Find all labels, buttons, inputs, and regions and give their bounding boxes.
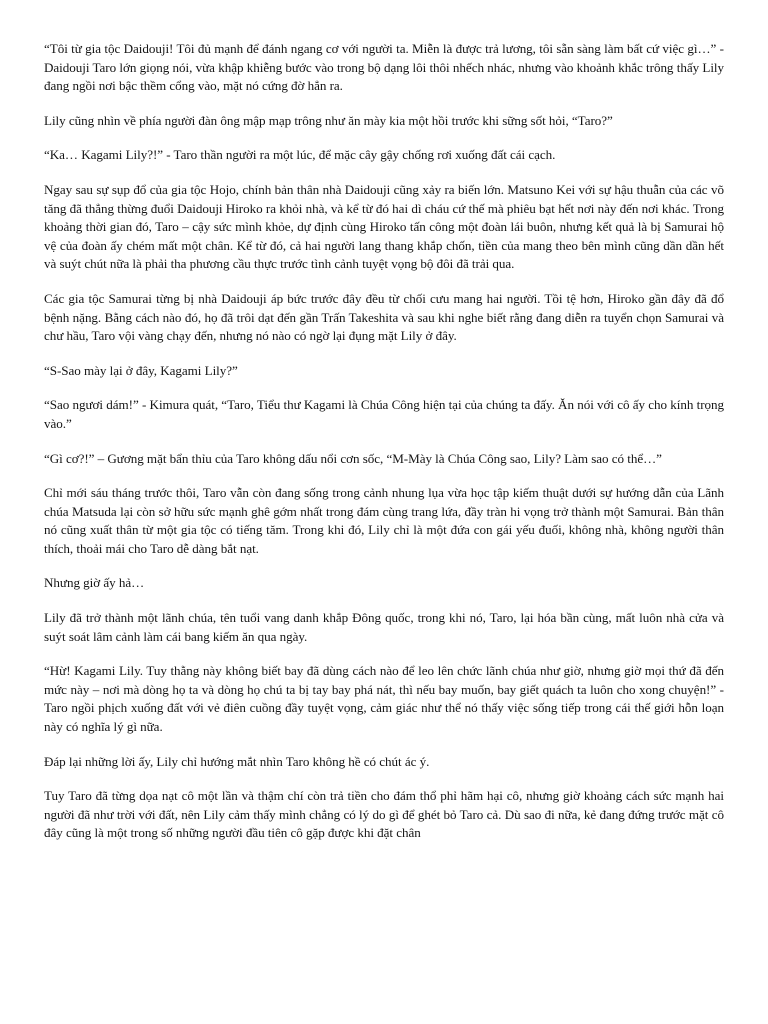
paragraph: Ngay sau sự sụp đổ của gia tộc Hojo, chính bản thân nhà Daidouji cũng xảy ra biến lớn. Matsuno Kei với sự hậu thuẫn của các võ tăng đã thẳng thừng đuổi Daidouji Hiroko ra khỏi nhà, và kể từ đó hai dì cháu cứ thế mà phiêu bạt hết nơi này đến nơi khác. Trong khoảng thời gian đó, Taro – cậy sức mình khỏe, dự định cùng Hiroko tấn công một đoàn lái buôn, nhưng kết quả là bị Samurai hộ vệ của đoàn ấy chém mất một chân. Kể từ đó, cả hai người lang thang khắp chốn, tiền của mang theo bên mình cũng dần dần hết và suýt chút nữa là phải tha phương cầu thực trước tình cảnh tuyệt vọng bộ đôi đã trải qua.	[44, 181, 724, 272]
paragraph: Tuy Taro đã từng dọa nạt cô một lần và thậm chí còn trả tiền cho đám thổ phỉ hãm hại cô, nhưng giờ khoảng cách sức mạnh hai người đã như trời với đất, nên Lily cảm thấy mình chẳng có lý do gì để ghét bỏ Taro cả. Dù sao đi nữa, kẻ đang đứng trước mặt cô đây cũng là một trong số những người đầu tiên cô gặp được khi đặt chân	[44, 788, 724, 841]
paragraph: Nhưng giờ ấy hả…	[44, 575, 145, 591]
paragraph: “Ka… Kagami Lily?!” - Taro thần người ra một lúc, để mặc cây gậy chống rơi xuống đất cái cạch.	[44, 147, 556, 163]
paragraph: “Hừ! Kagami Lily. Tuy thằng này không biết bay đã dùng cách nào để leo lên chức lãnh chúa như giờ, nhưng giờ mọi thứ đã đến mức này – nơi mà dòng họ ta và dòng họ chú ta bị tay bay phá nát, thì nếu bay muốn, bay giết quách ta luôn cho xong chuyện!” - Taro ngồi phịch xuống đất với vẻ điên cuồng đầy tuyệt vọng, cảm giác như thể nó thấy việc sống tiếp trong cái thế giới hỗn loạn này có nghĩa lý gì nữa.	[44, 663, 724, 735]
paragraph: “Gì cơ?!” – Gương mặt bẩn thỉu của Taro không dấu nổi cơn sốc, “M-Mày là Chúa Công sao, Lily? Làm sao có thể…”	[44, 450, 662, 466]
paragraph: Lily đã trở thành một lãnh chúa, tên tuổi vang danh khắp Đông quốc, trong khi nó, Taro, lại hóa bần cùng, mất luôn nhà cửa và suýt soát lâm cảnh làm cái bang kiếm ăn qua ngày.	[44, 610, 724, 644]
paragraph: “Tôi từ gia tộc Daidouji! Tôi đủ mạnh để đánh ngang cơ với người ta. Miễn là được trả lương, tôi sẵn sàng làm bất cứ việc gì…” - Daidouji Taro lớn giọng nói, vừa khập khiễng bước vào trong bộ dạng lôi thôi nhếch nhác, nhưng vào khoảnh khắc trông thấy Lily đang ngồi nơi bậc thềm cổng vào, mặt nó cứng đờ hẳn ra.	[44, 41, 724, 94]
paragraph: “S-Sao mày lại ở đây, Kagami Lily?”	[44, 362, 238, 378]
paragraph: Đáp lại những lời ấy, Lily chỉ hướng mắt nhìn Taro không hề có chút ác ý.	[44, 753, 430, 769]
document-page	[44, 40, 724, 859]
paragraph: “Sao ngươi dám!” - Kimura quát, “Taro, Tiểu thư Kagami là Chúa Công hiện tại của chúng ta đấy. Ăn nói với cô ấy cho kính trọng vào.”	[44, 397, 724, 431]
paragraph: Lily cũng nhìn về phía người đàn ông mập mạp trông như ăn mày kia một hồi trước khi sững sốt hỏi, “Taro?”	[44, 112, 613, 128]
paragraph: Chỉ mới sáu tháng trước thôi, Taro vẫn còn đang sống trong cảnh nhung lụa vừa học tập kiếm thuật dưới sự hướng dẫn của Lãnh chúa Matsuda lại còn sở hữu sức mạnh ghê gớm nhất trong đám cùng trang lứa, đầy tràn hi vọng trở thành một Samurai. Bản thân nó cũng xuất thân từ một gia tộc có tiếng tăm. Trong khi đó, Lily chỉ là một đứa con gái yếu đuối, không nhà, không người thân thích, thoải mái cho Taro dễ dàng bắt nạt.	[44, 485, 724, 556]
paragraph: Các gia tộc Samurai từng bị nhà Daidouji áp bức trước đây đều từ chối cưu mang hai người. Tồi tệ hơn, Hiroko gần đây đã đổ bệnh nặng. Bằng cách nào đó, họ đã trôi dạt đến gần Trấn Takeshita và sau khi nghe biết rằng đang diễn ra tuyển chọn Samurai và chư hầu, Taro vội vàng chạy đến, nhưng nó nào có ngờ lại đụng mặt Lily ở đây.	[44, 290, 724, 344]
